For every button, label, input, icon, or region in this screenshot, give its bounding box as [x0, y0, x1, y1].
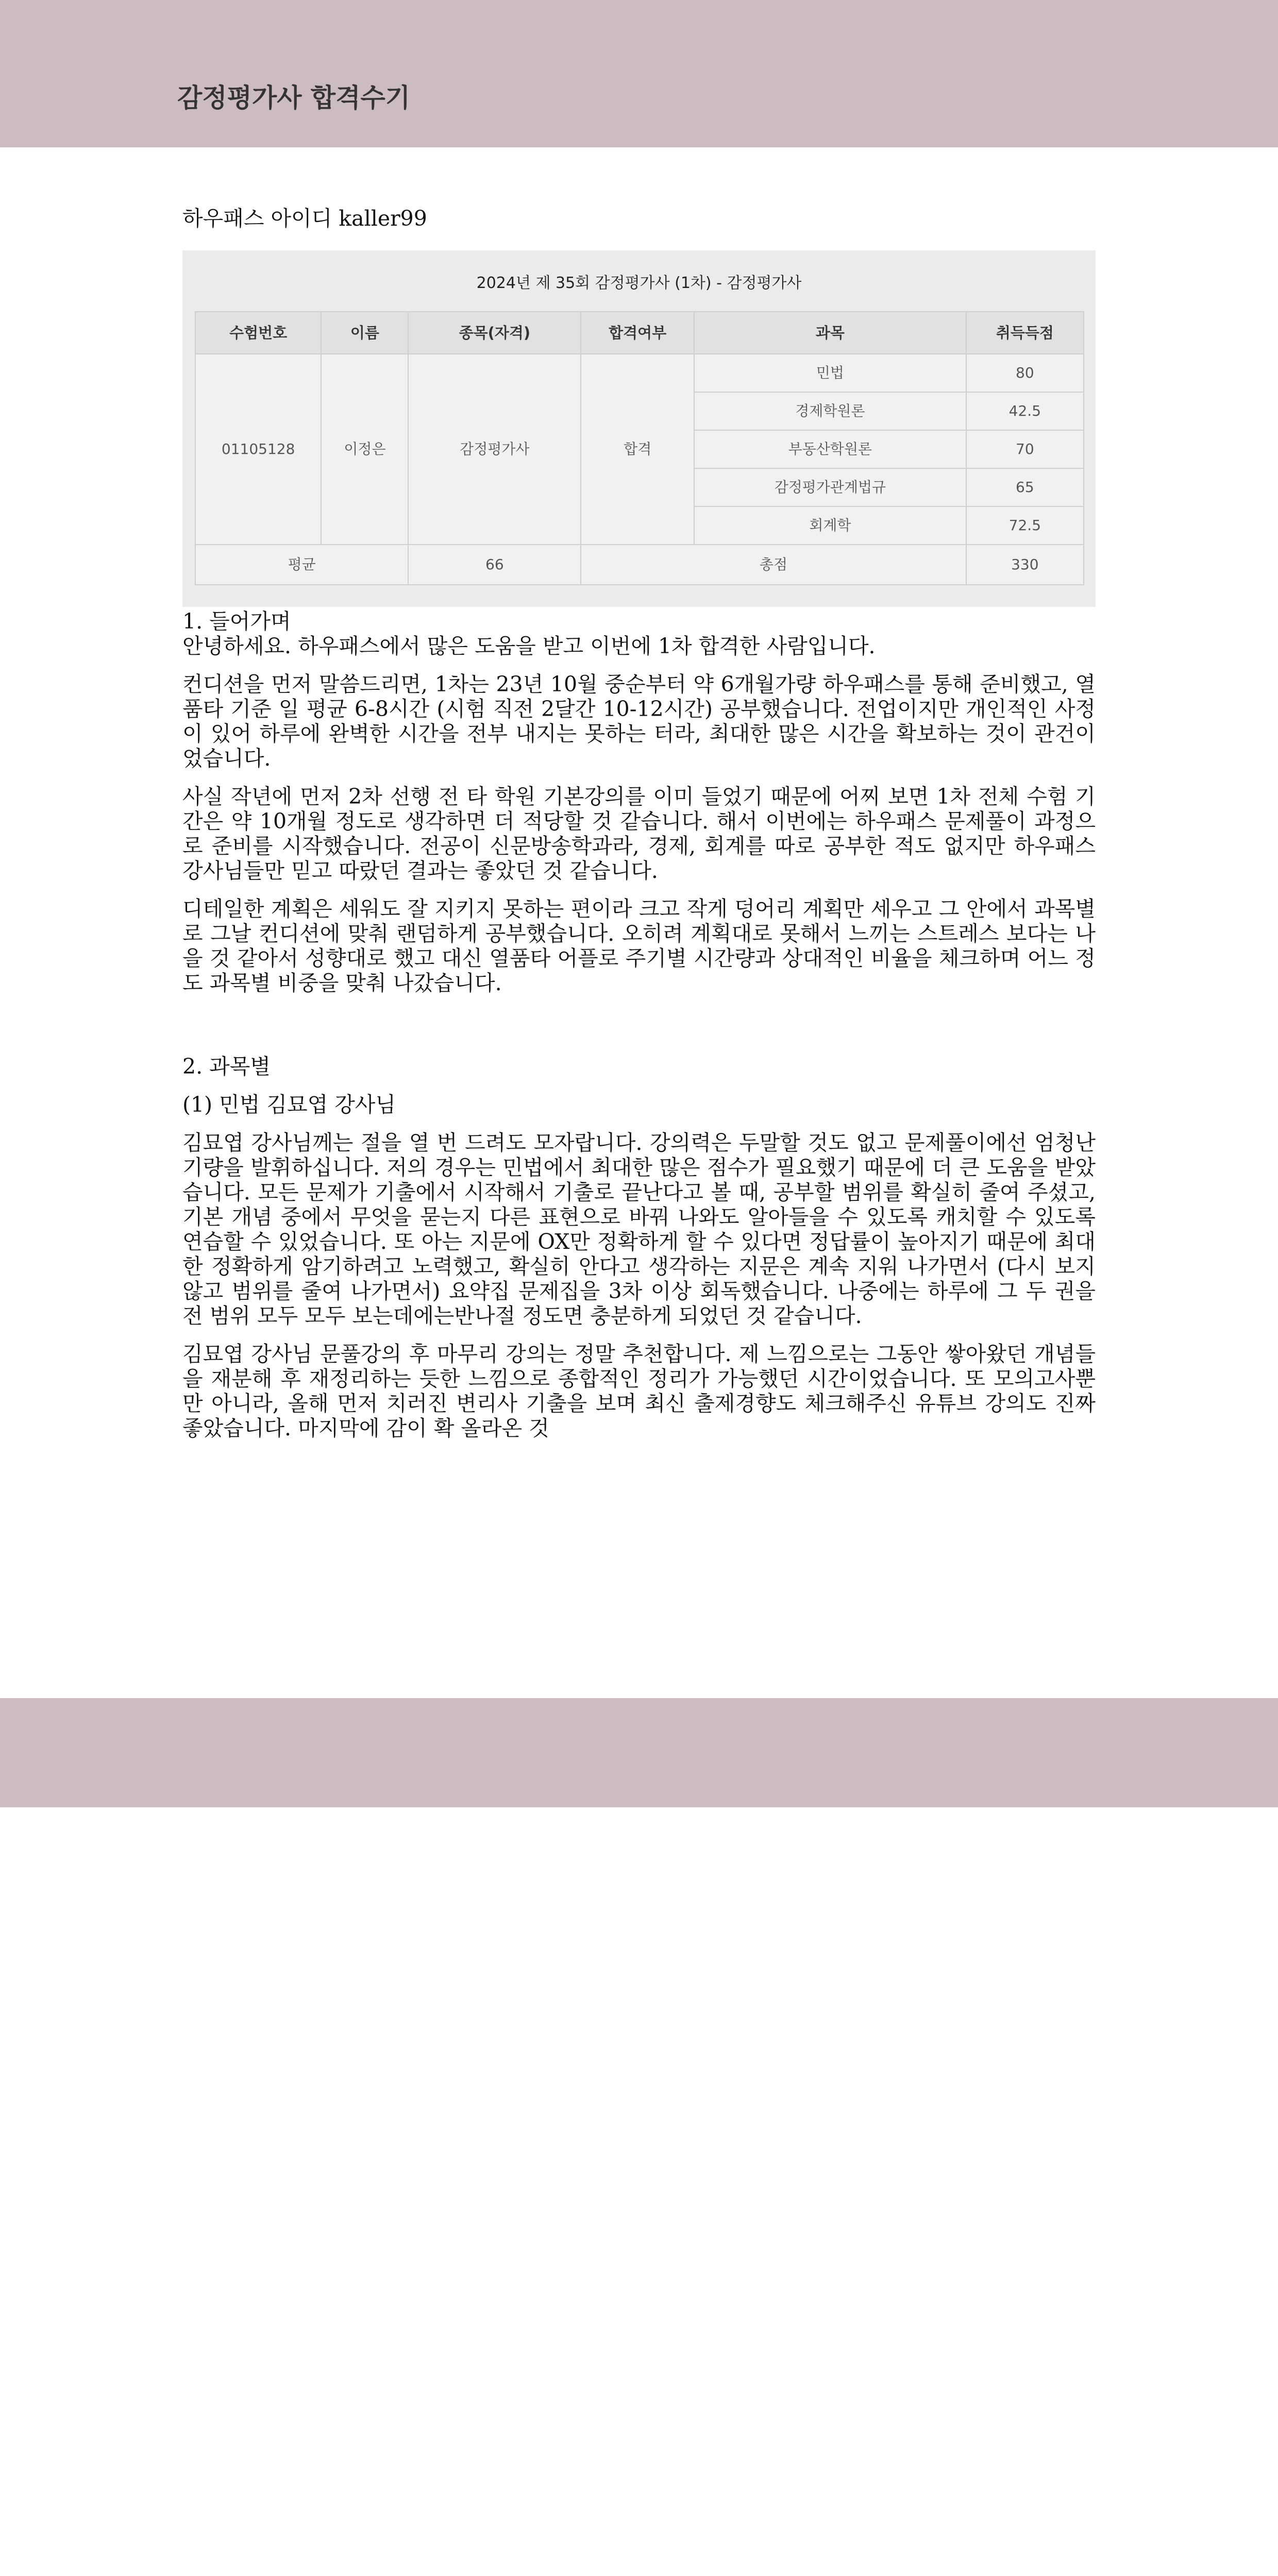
score-table	[195, 311, 1084, 585]
col-subject: 과목	[694, 312, 966, 354]
subject-cell: 부동산학원론	[694, 430, 966, 468]
score-cell: 42.5	[966, 392, 1084, 430]
paragraph: 김묘엽 강사님께는 절을 열 번 드려도 모자랍니다. 강의력은 두말할 것도 없고 문제풀이에선 엄청난 기량을 발휘하십니다. 저의 경우는 민법에서 최대한 많은 점수가 필요했기 때문에 더 큰 도움을 받았습니다. 모든 문제가 기출에서 시작해서 기출로 끝난다고 볼 때, 공부할 범위를 확실히 줄여 주셨고, 기본 개념 중에서 무엇을 묻는지 다른 표현으로 바꿔 나와도 알아들을 수 있도록 캐치할 수 있도록 연습할 수 있었습니다. 또 아는 지문에 OX만 정확하게 할 수 있다면 정답률이 높아지기 때문에 최대한 정확하게 암기하려고 노력했고, 확실히 안다고 생각하는 지문은 계속 지워 나가면서 (다시 보지 않고 범위를 줄여 나가면서) 요약집 문제집을 3차 이상 회독했습니다. 나중에는 하루에 그 두 권을 전 범위 모두 모두 보는데에는반나절 정도면 충분하게 되었던 것 같습니다.	[182, 1130, 1096, 1328]
subject-cell: 경제학원론	[694, 392, 966, 430]
section-2-heading: 2. 과목별	[182, 1054, 271, 1079]
score-table-header	[195, 312, 1084, 354]
howpass-id-line: 하우패스 아이디 kaller99	[182, 206, 427, 231]
paragraph: 안녕하세요. 하우패스에서 많은 도움을 받고 이번에 1차 합격한 사람입니다.	[182, 634, 876, 658]
exam-result-screenshot	[182, 250, 1096, 607]
footer-band	[0, 1698, 1278, 1807]
paragraph: 사실 작년에 먼저 2차 선행 전 타 학원 기본강의를 이미 들었기 때문에 어찌 보면 1차 전체 수험 기간은 약 10개월 정도로 생각하면 더 적당할 것 같습니다. 해서 이번에는 하우패스 문제풀이 과정으로 준비를 시작했습니다. 전공이 신문방송학과라, 경제, 회계를 따로 공부한 적도 없지만 하우패스 강사님들만 믿고 따랐던 결과는 좋았던 것 같습니다.	[182, 784, 1096, 883]
paragraph: 디테일한 계획은 세워도 잘 지키지 못하는 편이라 크고 작게 덩어리 계획만 세우고 그 안에서 과목별로 그날 컨디션에 맞춰 랜덤하게 공부했습니다. 오히려 계획대로 못해서 느끼는 스트레스 보다는 나을 것 같아서 성향대로 했고 대신 열품타 어플로 주기별 시간량과 상대적인 비율을 체크하며 어느 정도 과목별 비중을 맞춰 나갔습니다.	[182, 896, 1096, 995]
exam-number-cell: 01105128	[195, 354, 321, 545]
total-value: 330	[966, 545, 1084, 585]
col-score: 취득득점	[966, 312, 1084, 354]
subject-cell: 회계학	[694, 506, 966, 545]
score-cell: 70	[966, 430, 1084, 468]
paragraph: 컨디션을 먼저 말씀드리면, 1차는 23년 10월 중순부터 약 6개월가량 하우패스를 통해 준비했고, 열품타 기준 일 평균 6-8시간 (시험 직전 2달간 10-12시간) 공부했습니다. 전업이지만 개인적인 사정이 있어 하루에 완벽한 시간을 전부 내지는 못하는 터라, 최대한 많은 시간을 확보하는 것이 관건이었습니다.	[182, 672, 1096, 771]
table-row	[195, 354, 1084, 392]
name-cell: 이정은	[321, 354, 408, 545]
col-name: 이름	[321, 312, 408, 354]
result-title: 2024년 제 35회 감정평가사 (1차) - 감정평가사	[476, 274, 802, 292]
total-label: 총점	[581, 545, 966, 585]
subject-cell: 민법	[694, 354, 966, 392]
document-body	[182, 206, 1096, 1440]
col-qualification: 종목(자격)	[408, 312, 581, 354]
paragraph: 김묘엽 강사님 문풀강의 후 마무리 강의는 정말 추천합니다. 제 느낌으로는 그동안 쌓아왔던 개념들을 재분해 후 재정리하는 듯한 느낌으로 종합적인 정리가 가능했던 시간이었습니다. 또 모의고사뿐만 아니라, 올해 먼저 치러진 변리사 기출을 보며 최신 출제경향도 체크해주신 유튜브 강의도 진짜 좋았습니다. 마지막에 감이 확 올라온 것	[182, 1342, 1096, 1440]
section-1-heading: 1. 들어가며	[182, 609, 291, 634]
summary-row	[195, 545, 1084, 585]
header-band	[0, 0, 1278, 147]
average-value: 66	[408, 545, 581, 585]
pass-status-cell: 합격	[581, 354, 694, 545]
col-exam-number: 수험번호	[195, 312, 321, 354]
qualification-cell: 감정평가사	[408, 354, 581, 545]
score-cell: 80	[966, 354, 1084, 392]
subsection-heading: (1) 민법 김묘엽 강사님	[182, 1092, 396, 1117]
score-cell: 72.5	[966, 506, 1084, 545]
score-cell: 65	[966, 468, 1084, 506]
page-header-title: 감정평가사 합격수기	[177, 83, 411, 113]
col-pass-status: 합격여부	[581, 312, 694, 354]
average-label: 평균	[195, 545, 408, 585]
subject-cell: 감정평가관계법규	[694, 468, 966, 506]
